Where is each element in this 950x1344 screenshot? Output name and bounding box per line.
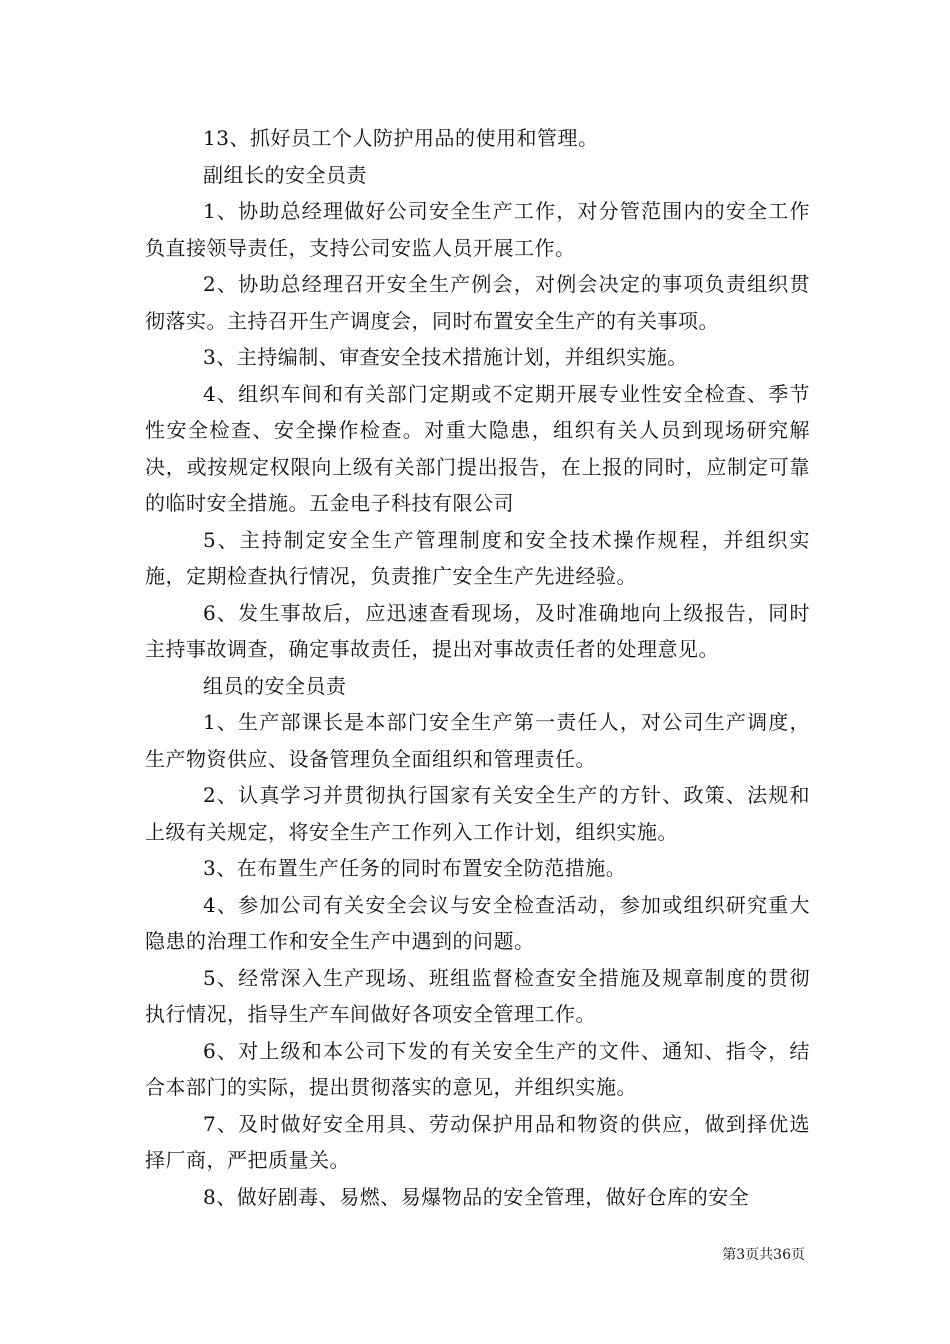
- paragraph-deputy-1: 1、协助总经理做好公司安全生产工作，对分管范围内的安全工作负直接领导责任，支持公司安监人员开展工作。: [145, 199, 810, 260]
- paragraph-13-ppe: 13、抓好员工个人防护用品的使用和管理。: [203, 126, 599, 150]
- paragraph-member-2: 2、认真学习并贯彻执行国家有关安全生产的方针、政策、法规和上级有关规定，将安全生产工作列入工作计划，组织实施。: [145, 783, 810, 844]
- paragraph-deputy-2: 2、协助总经理召开安全生产例会，对例会决定的事项负责组织贯彻落实。主持召开生产调度会，同时布置安全生产的有关事项。: [145, 272, 810, 333]
- paragraph-member-3: 3、在布置生产任务的同时布置安全防范措施。: [203, 856, 627, 880]
- paragraph-deputy-5: 5、主持制定安全生产管理制度和安全技术操作规程，并组织实施，定期检查执行情况，负责推广安全生产先进经验。: [145, 527, 810, 588]
- paragraph-member-8: 8、做好剧毒、易燃、易爆物品的安全管理，做好仓库的安全: [203, 1184, 750, 1209]
- page-number-footer: 第3页共36页: [722, 1247, 805, 1263]
- paragraph-member-4: 4、参加公司有关安全会议与安全检查活动，参加或组织研究重大隐患的治理工作和安全生产中遇到的问题。: [145, 892, 810, 953]
- paragraph-deputy-3: 3、主持编制、审查安全技术措施计划，并组织实施。: [203, 345, 688, 369]
- paragraph-member-6: 6、对上级和本公司下发的有关安全生产的文件、通知、指令，结合本部门的实际，提出贯彻落实的意见，并组织实施。: [145, 1038, 810, 1099]
- paragraph-deputy-6: 6、发生事故后，应迅速查看现场，及时准确地向上级报告，同时主持事故调查，确定事故责任，提出对事故责任者的处理意见。: [145, 600, 810, 661]
- paragraph-member-7: 7、及时做好安全用具、劳动保护用品和物资的供应，做到择优选择厂商，严把质量关。: [145, 1111, 810, 1172]
- paragraph-deputy-4: 4、组织车间和有关部门定期或不定期开展专业性安全检查、季节性安全检查、安全操作检查。对重大隐患，组织有关人员到现场研究解决，或按规定权限向上级有关部门提出报告，在上报的同时，应制定可靠的临时安全措施。五金电子科技有限公司: [145, 381, 810, 515]
- paragraph-member-5: 5、经常深入生产现场、班组监督检查安全措施及规章制度的贯彻执行情况，指导生产车间做好各项安全管理工作。: [145, 965, 810, 1026]
- section-heading-deputy-leader: 副组长的安全员责: [203, 162, 367, 187]
- paragraph-member-1: 1、生产部课长是本部门安全生产第一责任人，对公司生产调度，生产物资供应、设备管理负全面组织和管理责任。: [145, 710, 810, 771]
- section-heading-member: 组员的安全员责: [203, 673, 347, 698]
- document-body: [145, 120, 810, 1215]
